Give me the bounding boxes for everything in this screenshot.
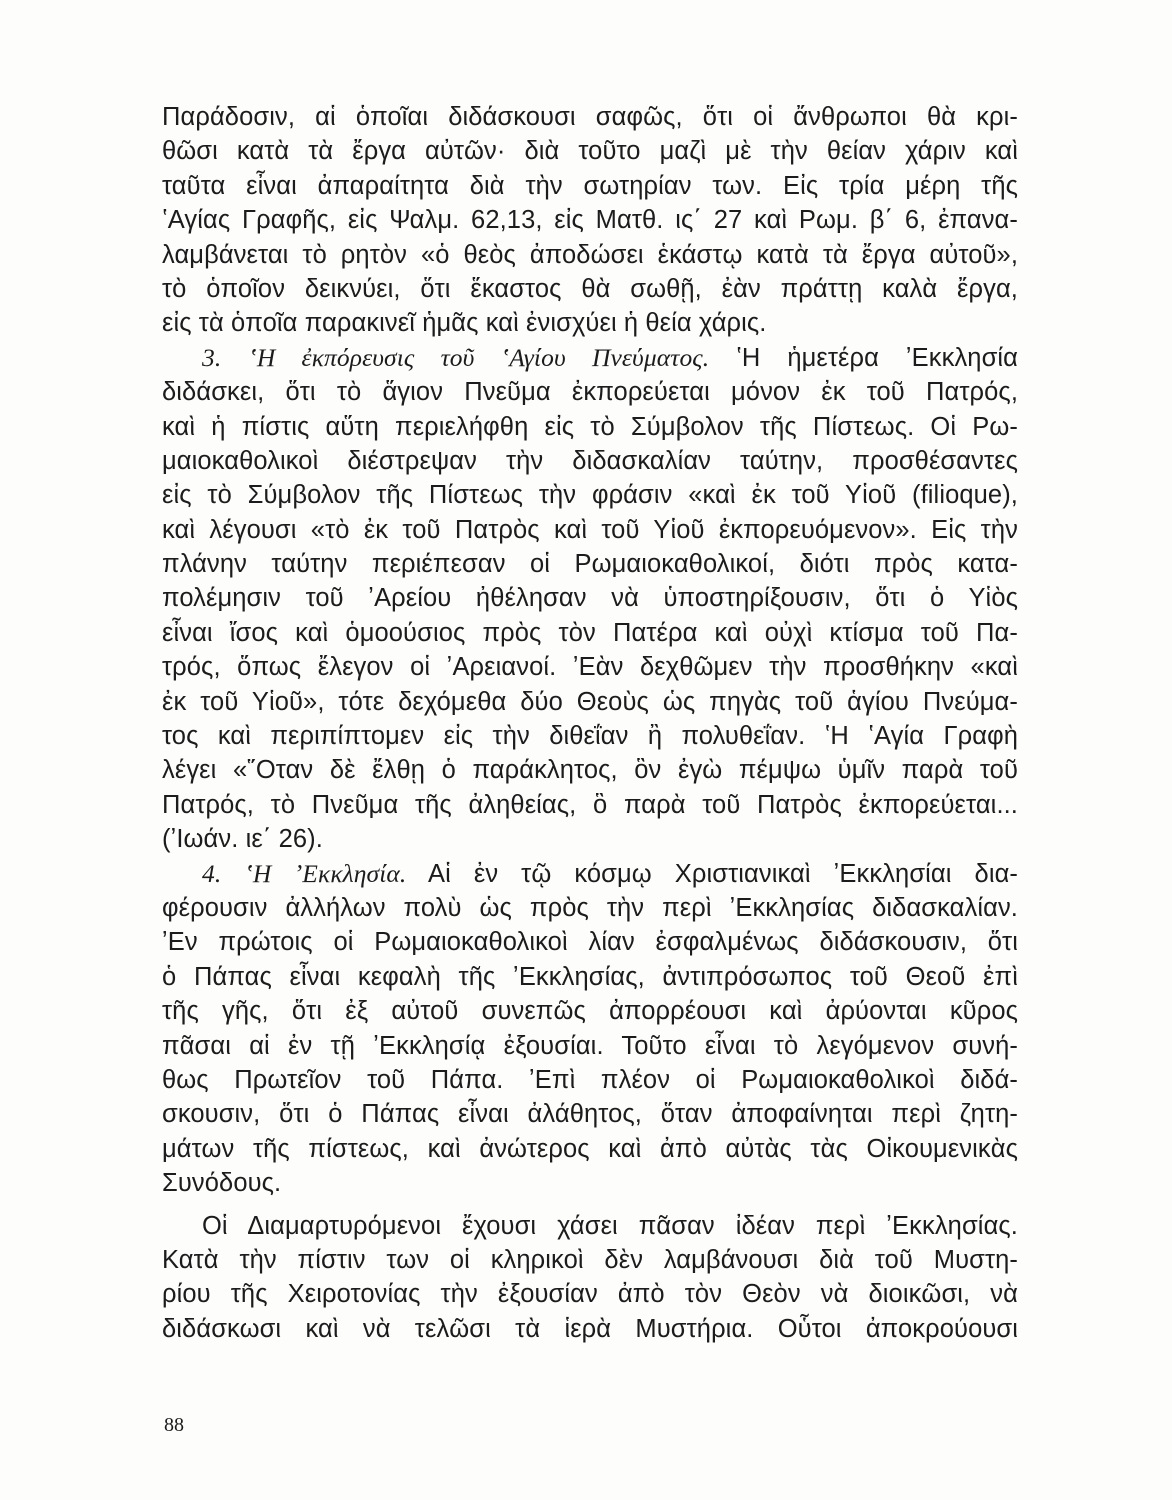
text-line: θως Πρωτεῖον τοῦ Πάπα. ʼΕπὶ πλέον οἱ Ρωμαιοκαθολικοὶ διδά- <box>162 1065 1018 1094</box>
text-line: καὶ ἡ πίστις αὕτη περιελήφθη εἰς τὸ Σύμβολον τῆς Πίστεως. Οἱ Ρω- <box>162 412 1018 441</box>
text-line: πολέμησιν τοῦ ʼΑρείου ἠθέλησαν νὰ ὑποστηρίξουσιν, ὅτι ὁ Υἱὸς <box>162 584 1018 613</box>
text-line: Κατὰ τὴν πίστιν των οἱ κληρικοὶ δὲν λαμβάνουσι διὰ τοῦ Μυστη- <box>162 1245 1018 1274</box>
text-line: διδάσκει, ὅτι τὸ ἅγιον Πνεῦμα ἐκπορεύεται μόνον ἐκ τοῦ Πατρός, <box>162 378 1018 407</box>
paragraph-1 <box>162 100 1018 341</box>
text-line: τὸ ὁποῖον δεικνύει, ὅτι ἕκαστος θὰ σωθῇ, ἐὰν πράττῃ καλὰ ἔργα, <box>162 274 1018 303</box>
text-line: Πατρός, τὸ Πνεῦμα τῆς ἀληθείας, ὃ παρὰ τοῦ Πατρὸς ἐκπορεύεται... <box>162 790 1018 819</box>
text-line: τρός, ὅπως ἔλεγον οἱ ʼΑρειανοί. ʼΕὰν δεχθῶμεν τὴν προσθήκην «καὶ <box>162 653 1018 682</box>
text-line: λαμβάνεται τὸ ρητὸν «ὁ θεὸς ἀποδώσει ἑκάστῳ κατὰ τὰ ἔργα αὐτοῦ», <box>162 240 1018 269</box>
section-number: 3. <box>202 342 222 372</box>
text-line: τος καὶ περιπίπτομεν εἰς τὴν διθεΐαν ἢ πολυθεΐαν. ʽΗ ʽΑγία Γραφὴ <box>162 722 1018 751</box>
section-title: ʽΗ ʼΕκκλησία. <box>244 858 407 888</box>
text-line: εἰς τὸ Σύμβολον τῆς Πίστεως τὴν φράσιν «καὶ ἐκ τοῦ Υἱοῦ (filioque), <box>162 481 1018 510</box>
paragraph-4 <box>162 1209 1018 1347</box>
text-line: μάτων τῆς πίστεως, καὶ ἀνώτερος καὶ ἀπὸ αὐτὰς τὰς Οἰκουμενικὰς <box>162 1134 1018 1163</box>
text-line: σκουσιν, ὅτι ὁ Πάπας εἶναι ἀλάθητος, ὅταν ἀποφαίνηται περὶ ζητη- <box>162 1100 1018 1129</box>
section-title: ʽΗ ἐκπόρευσις τοῦ ʽΑγίου Πνεύματος. <box>248 342 710 372</box>
section-3 <box>162 341 1018 857</box>
text-fragment: Αἱ ἐν τῷ κόσμῳ Χριστιανικαὶ ʼΕκκλησίαι δια- <box>427 859 1019 888</box>
text-line: πλάνην ταύτην περιέπεσαν οἱ Ρωμαιοκαθολικοί, διότι πρὸς κατα- <box>162 550 1018 579</box>
text-line: ʼΕν πρώτοις οἱ Ρωμαιοκαθολικοὶ λίαν ἐσφαλμένως διδάσκουσιν, ὅτι <box>162 928 1018 957</box>
page-number: 88 <box>164 1414 184 1436</box>
text-line: ἐκ τοῦ Υἱοῦ», τότε δεχόμεθα δύο Θεοὺς ὡς πηγὰς τοῦ ἁγίου Πνεύμα- <box>162 687 1018 716</box>
text-line: ʽΑγίας Γραφῆς, εἰς Ψαλμ. 62,13, εἰς Ματθ. ις΄ 27 καὶ Ρωμ. β΄ 6, ἐπανα- <box>162 206 1018 235</box>
text-line: Παράδοσιν, αἱ ὁποῖαι διδάσκουσι σαφῶς, ὅτι οἱ ἄνθρωποι θὰ κρι- <box>162 103 1018 131</box>
section-number: 4. <box>202 858 222 888</box>
text-line: φέρουσιν ἀλλήλων πολὺ ὡς πρὸς τὴν περὶ ʼΕκκλησίας διδασκαλίαν. <box>162 893 1018 922</box>
text-fragment: ʽΗ ἡμετέρα ʼΕκκλησία <box>736 343 1019 372</box>
text-line: (ʼΙωάν. ιε΄ 26). <box>162 825 323 854</box>
text-line: ὁ Πάπας εἶναι κεφαλὴ τῆς ʼΕκκλησίας, ἀντιπρόσωπος τοῦ Θεοῦ ἐπὶ <box>162 962 1018 991</box>
text-line: Συνόδους. <box>162 1169 282 1198</box>
paragraph-gap <box>162 1201 1018 1209</box>
text-line: εἶναι ἴσος καὶ ὁμοούσιος πρὸς τὸν Πατέρα καὶ οὐχὶ κτίσμα τοῦ Πα- <box>162 618 1018 647</box>
text-line: θῶσι κατὰ τὰ ἔργα αὐτῶν· διὰ τοῦτο μαζὶ μὲ τὴν θείαν χάριν καὶ <box>162 137 1018 166</box>
text-line: μαιοκαθολικοὶ διέστρεψαν τὴν διδασκαλίαν ταύτην, προσθέσαντες <box>162 446 1018 475</box>
section-heading-line <box>162 857 1018 891</box>
text-line: εἰς τὰ ὁποῖα παρακινεῖ ἡμᾶς καὶ ἐνισχύει ἡ θεία χάρις. <box>162 309 767 338</box>
section-heading-line <box>162 341 1018 375</box>
text-line: καὶ λέγουσι «τὸ ἐκ τοῦ Πατρὸς καὶ τοῦ Υἱοῦ ἐκπορευόμενον». Εἰς τὴν <box>162 515 1018 544</box>
text-line: διδάσκωσι καὶ νὰ τελῶσι τὰ ἱερὰ Μυστήρια. Οὗτοι ἀποκρούουσι <box>162 1314 1018 1343</box>
text-line: λέγει «῞Οταν δὲ ἔλθῃ ὁ παράκλητος, ὃν ἐγὼ πέμψω ὑμῖν παρὰ τοῦ <box>162 756 1018 785</box>
text-line: ταῦτα εἶναι ἀπαραίτητα διὰ τὴν σωτηρίαν των. Εἰς τρία μέρη τῆς <box>162 171 1018 200</box>
body-text <box>162 100 1018 1346</box>
text-line: Οἱ Διαμαρτυρόμενοι ἔχουσι χάσει πᾶσαν ἰδέαν περὶ ʼΕκκλησίας. <box>202 1211 1018 1240</box>
text-line: πᾶσαι αἱ ἐν τῇ ʼΕκκλησίᾳ ἐξουσίαι. Τοῦτο εἶναι τὸ λεγόμενον συνή- <box>162 1031 1018 1060</box>
text-line: τῆς γῆς, ὅτι ἐξ αὐτοῦ συνεπῶς ἀπορρέουσι καὶ ἀρύονται κῦρος <box>162 997 1018 1026</box>
section-4 <box>162 857 1018 1201</box>
text-line: ρίου τῆς Χειροτονίας τὴν ἐξουσίαν ἀπὸ τὸν Θεὸν νὰ διοικῶσι, νὰ <box>162 1280 1018 1309</box>
